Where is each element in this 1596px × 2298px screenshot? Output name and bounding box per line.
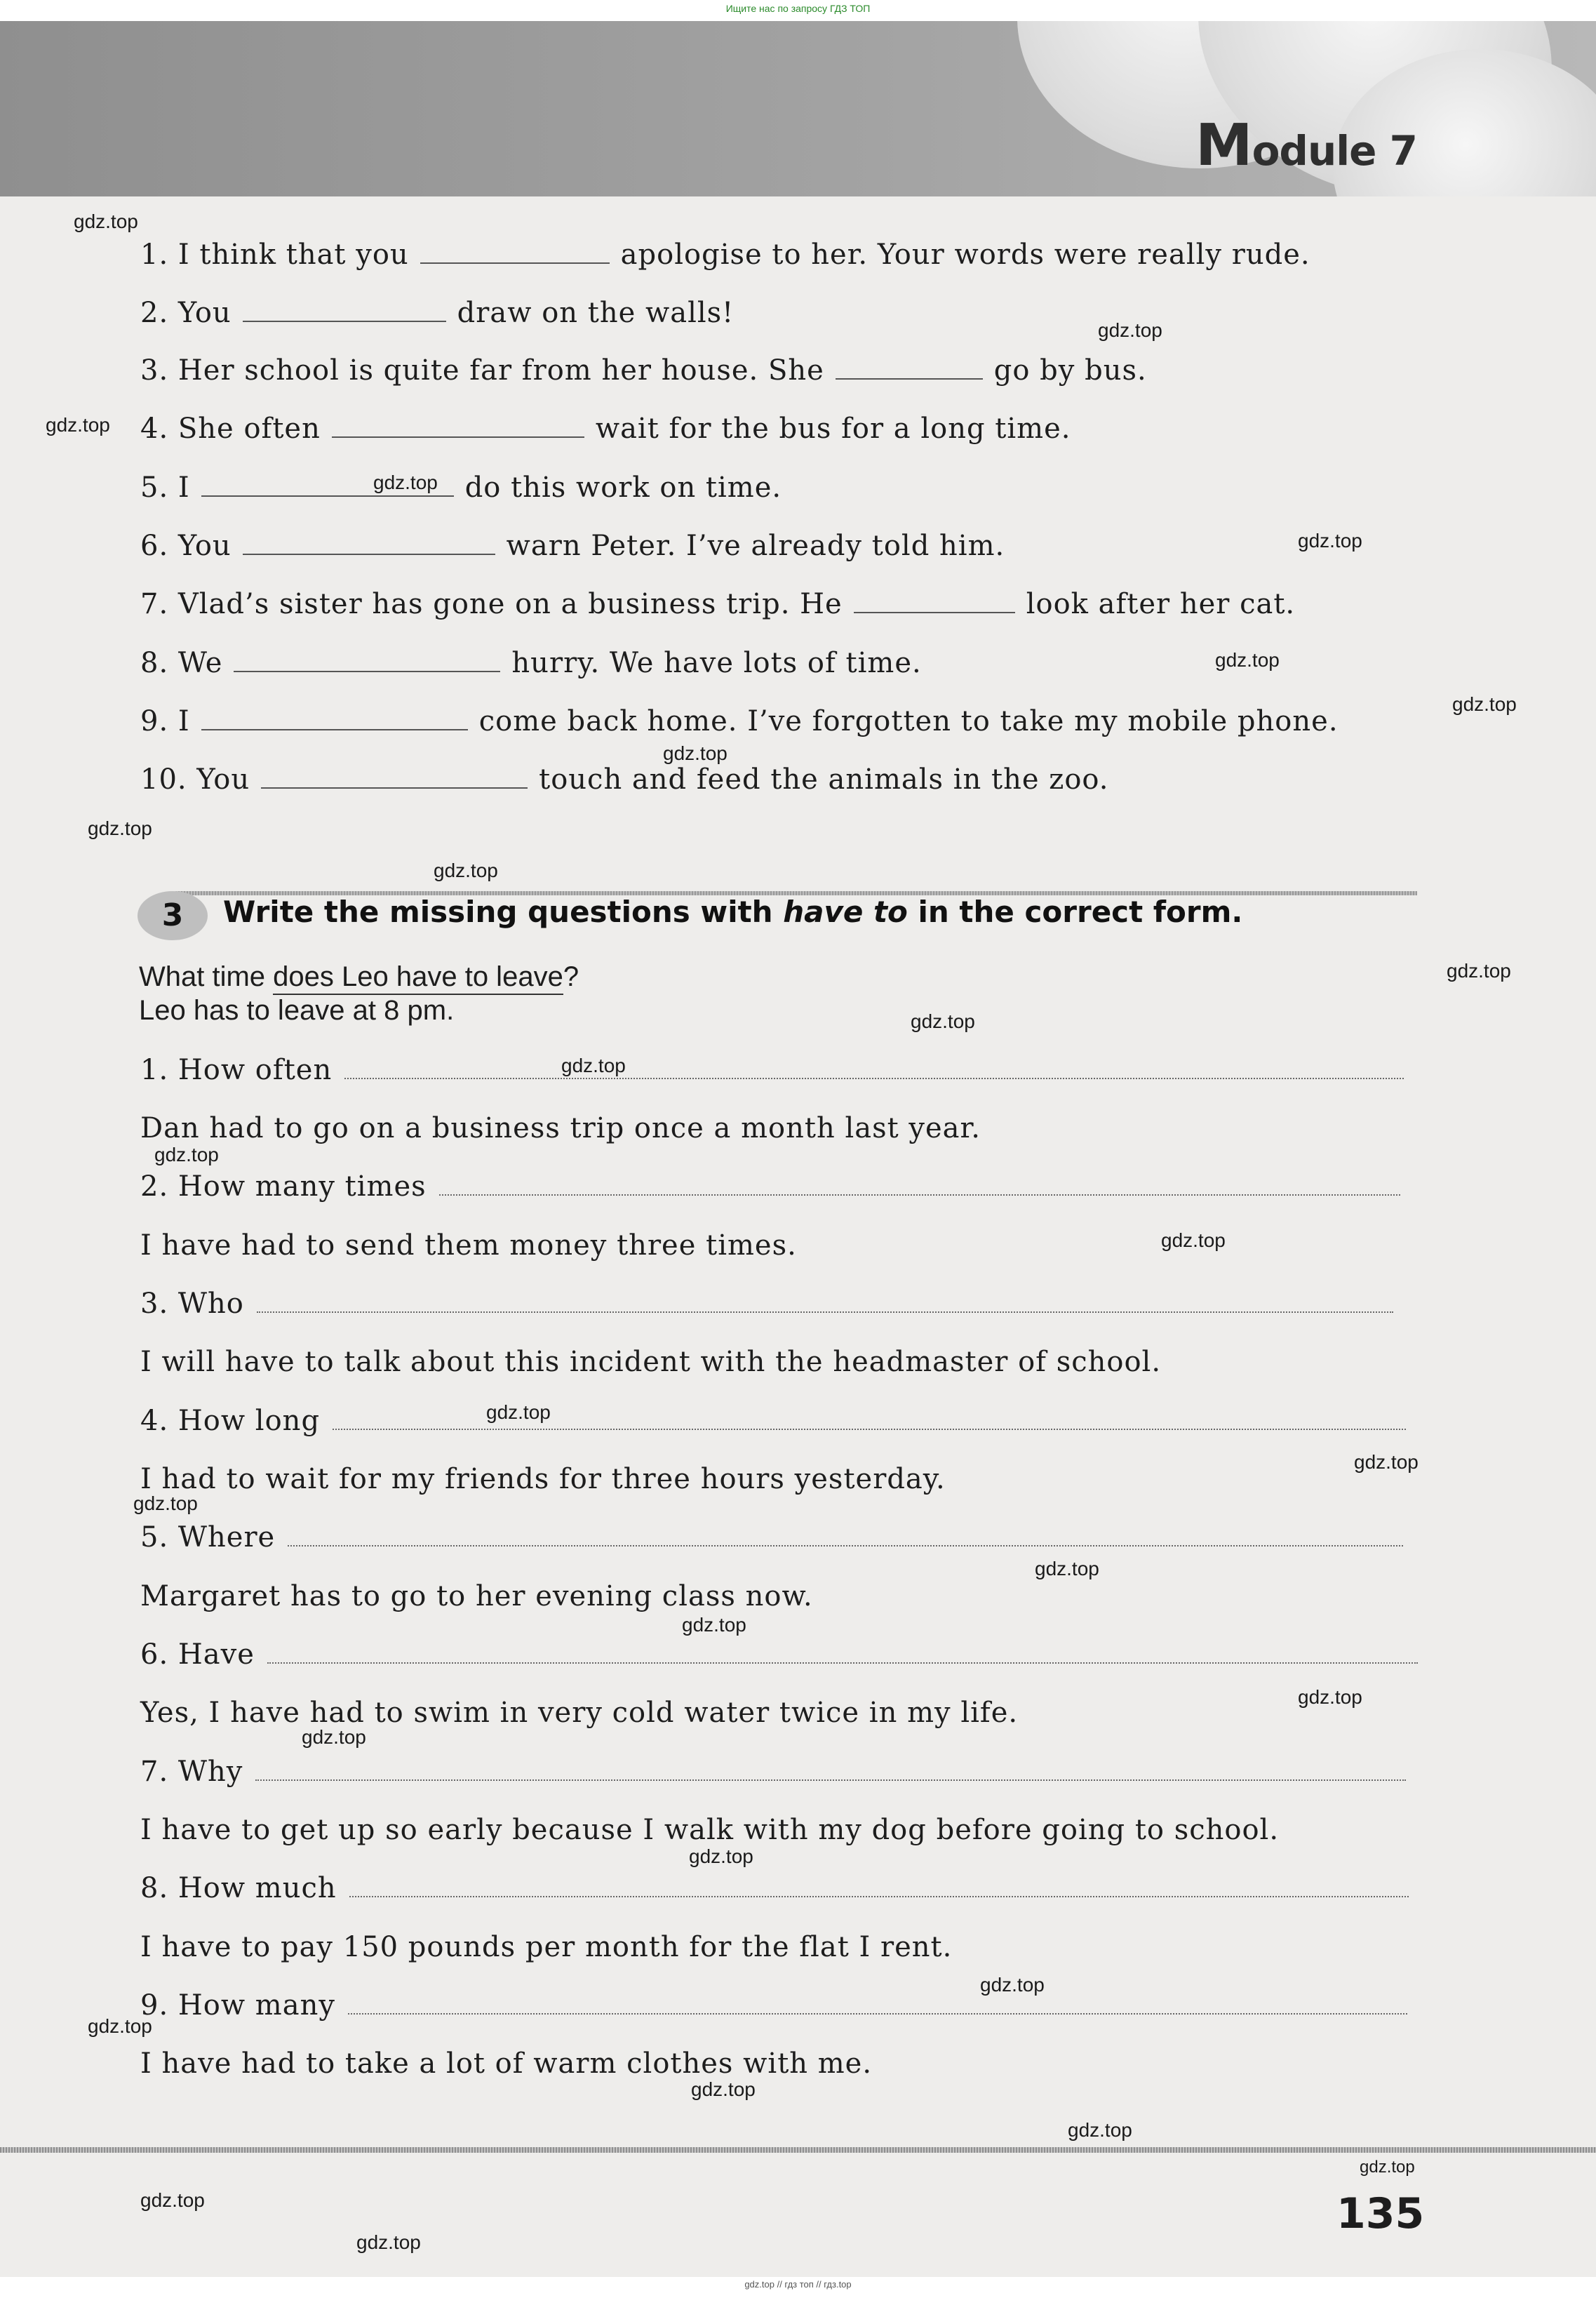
answer-3: I will have to talk about this incident with the headmaster of school. bbox=[140, 1346, 1162, 1378]
sentence-9: 9. I come back home. I’ve forgotten to take my mobile phone. bbox=[140, 705, 1339, 737]
watermark: gdz.top bbox=[1161, 1229, 1226, 1251]
answer-blank[interactable] bbox=[836, 357, 983, 380]
watermark: gdz.top bbox=[1035, 1558, 1099, 1579]
watermark: gdz.top bbox=[140, 2189, 205, 2211]
watermark: gdz.top bbox=[1215, 649, 1280, 671]
question-2: 2. How many times bbox=[140, 1170, 1400, 1213]
example-answer: Leo has to leave at 8 pm. bbox=[139, 995, 455, 1026]
watermark: gdz.top bbox=[1354, 1451, 1419, 1473]
bottom-note: gdz.top // гдз топ // гдз.top bbox=[744, 2279, 852, 2290]
answer-6: Yes, I have had to swim in very cold water twice in my life. bbox=[140, 1697, 1019, 1729]
header-band bbox=[0, 21, 1596, 196]
answer-line[interactable] bbox=[348, 1989, 1407, 2015]
sentence-2: 2. You draw on the walls! bbox=[140, 297, 735, 329]
watermark: gdz.top bbox=[1068, 2119, 1132, 2141]
answer-line[interactable] bbox=[439, 1170, 1400, 1196]
watermark: gdz.top bbox=[1298, 530, 1362, 552]
watermark: gdz.top bbox=[1360, 2158, 1415, 2177]
question-3: 3. Who bbox=[140, 1288, 1393, 1330]
watermark: gdz.top bbox=[911, 1010, 975, 1032]
answer-blank[interactable] bbox=[332, 415, 584, 438]
page-number: 135 bbox=[1336, 2189, 1425, 2238]
watermark: gdz.top bbox=[88, 2015, 152, 2037]
watermark: gdz.top bbox=[682, 1614, 746, 1636]
sentence-6: 6. You warn Peter. I’ve already told him. bbox=[140, 530, 1005, 562]
answer-line[interactable] bbox=[257, 1288, 1393, 1313]
question-5: 5. Where bbox=[140, 1521, 1403, 1563]
question-4: 4. How long bbox=[140, 1405, 1406, 1447]
answer-2: I have had to send them money three times. bbox=[140, 1229, 797, 1262]
module-title: Module 7 bbox=[1195, 112, 1417, 179]
watermark: gdz.top bbox=[434, 860, 498, 881]
sentence-4: 4. She often wait for the bus for a long time. bbox=[140, 413, 1071, 445]
answer-blank[interactable] bbox=[234, 650, 500, 672]
answer-5: Margaret has to go to her evening class now. bbox=[140, 1580, 813, 1612]
answer-line[interactable] bbox=[288, 1521, 1403, 1547]
question-1: 1. How often bbox=[140, 1054, 1404, 1096]
watermark: gdz.top bbox=[561, 1055, 626, 1076]
answer-blank[interactable] bbox=[243, 300, 446, 322]
sentence-3: 3. Her school is quite far from her house. She go by bus. bbox=[140, 354, 1147, 387]
workbook-page bbox=[0, 21, 1596, 2277]
answer-line[interactable] bbox=[255, 1756, 1406, 1781]
watermark: gdz.top bbox=[1452, 693, 1517, 715]
watermark: gdz.top bbox=[1098, 319, 1162, 341]
watermark: gdz.top bbox=[691, 2078, 756, 2100]
question-7: 7. Why bbox=[140, 1756, 1406, 1798]
footer-divider bbox=[0, 2147, 1596, 2153]
answer-blank[interactable] bbox=[854, 591, 1015, 613]
question-9: 9. How many bbox=[140, 1989, 1407, 2031]
answer-8: I have to pay 150 pounds per month for the flat I rent. bbox=[140, 1931, 953, 1963]
answer-line[interactable] bbox=[349, 1872, 1409, 1897]
watermark: gdz.top bbox=[46, 414, 110, 436]
sentence-8: 8. We hurry. We have lots of time. bbox=[140, 647, 922, 679]
watermark: gdz.top bbox=[689, 1845, 753, 1867]
watermark: gdz.top bbox=[663, 742, 727, 764]
sentence-5: 5. I do this work on time. bbox=[140, 472, 782, 504]
answer-7: I have to get up so early because I walk with my dog before going to school. bbox=[140, 1814, 1280, 1846]
answer-1: Dan had to go on a business trip once a month last year. bbox=[140, 1112, 981, 1144]
watermark: gdz.top bbox=[486, 1401, 551, 1423]
sentence-1: 1. I think that you apologise to her. Your words were really rude. bbox=[140, 239, 1310, 271]
answer-blank[interactable] bbox=[201, 708, 468, 730]
answer-blank[interactable] bbox=[243, 533, 495, 555]
watermark: gdz.top bbox=[980, 1974, 1045, 1996]
watermark: gdz.top bbox=[356, 2231, 421, 2253]
exercise-title: Write the missing questions with have to in the correct form. bbox=[223, 895, 1243, 929]
question-6: 6. Have bbox=[140, 1638, 1418, 1681]
watermark: gdz.top bbox=[1447, 960, 1511, 982]
top-note: Ищите нас по запросу ГДЗ ТОП bbox=[725, 3, 871, 14]
answer-9: I have had to take a lot of warm clothes with me. bbox=[140, 2048, 873, 2080]
answer-line[interactable] bbox=[344, 1054, 1404, 1079]
question-8: 8. How much bbox=[140, 1872, 1409, 1914]
watermark: gdz.top bbox=[154, 1144, 219, 1165]
watermark: gdz.top bbox=[1298, 1686, 1362, 1708]
answer-line[interactable] bbox=[267, 1638, 1418, 1664]
answer-blank[interactable] bbox=[261, 766, 528, 789]
sentence-10: 10. You touch and feed the animals in the zoo. bbox=[140, 763, 1109, 796]
answer-4: I had to wait for my friends for three hours yesterday. bbox=[140, 1463, 946, 1495]
answer-blank[interactable] bbox=[420, 241, 610, 264]
sentence-7: 7. Vlad’s sister has gone on a business trip. He look after her cat. bbox=[140, 588, 1296, 620]
example-question: What time does Leo have to leave? bbox=[139, 961, 579, 993]
watermark: gdz.top bbox=[88, 817, 152, 839]
watermark: gdz.top bbox=[133, 1492, 198, 1514]
watermark: gdz.top bbox=[302, 1726, 366, 1748]
watermark: gdz.top bbox=[74, 211, 138, 232]
watermark: gdz.top bbox=[373, 472, 438, 493]
exercise-number: 3 bbox=[138, 891, 208, 940]
